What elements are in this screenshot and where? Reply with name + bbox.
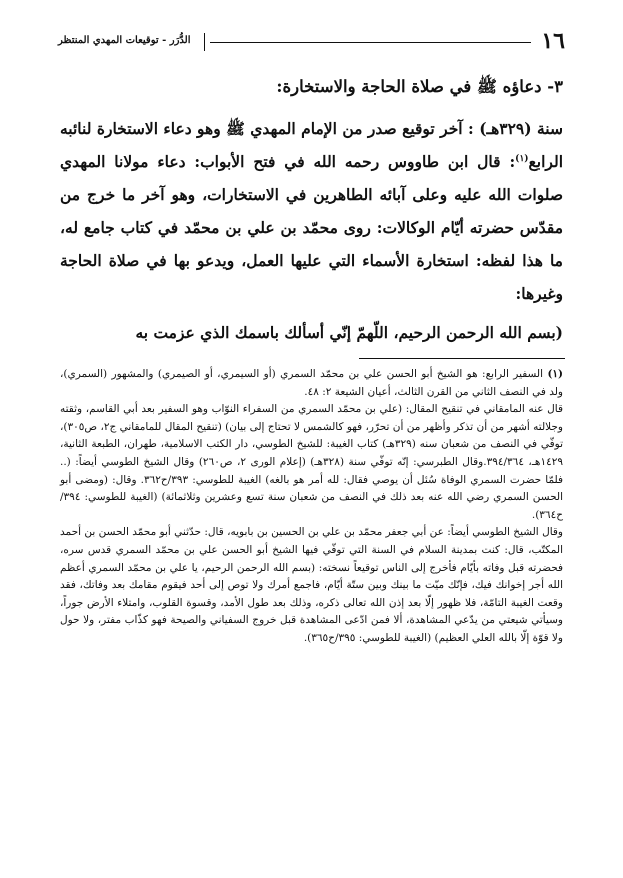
section-heading: ٣- دعاؤه ﷺ في صلاة الحاجة والاستخارة: — [276, 77, 563, 96]
footnote-separator — [359, 358, 565, 359]
main-text — [60, 72, 563, 349]
paragraph-text-cont: : قال ابن طاووس رحمه الله في فتح الأبواب: دعاء مولانا المهدي صلوات الله عليه وعلى آبائه الطاهرين في الاستخارات، وهو آخر ما خرج من مقدّس حضرته أيّام الوكالات: روى محمّد بن علي بن محمّد في كتاب جامع له، ما هذا لفظه: استخارة الأسماء التي عليها العمل، ويدعو بها في صلاة الحاجة وغيرها: — [60, 152, 563, 303]
footnote-marker[interactable]: (١) — [515, 153, 529, 164]
body-paragraph — [60, 112, 563, 310]
header-separator — [204, 33, 205, 51]
header-rule — [210, 42, 531, 43]
paragraph-text: سنة (٣٢٩هـ) : آخر توقيع صدر من الإمام المهدي ﷺ وهو دعاء الاستخارة لنائبه الرابع — [60, 119, 563, 171]
footnote-continuation: وقال الشيخ الطوسي أيضاً: عن أبي جعفر محمّد بن علي بن الحسين بن بابويه، قال: حدّثني أبو محمّد الحسن بن أحمد المكتّب، قال: كنت بمدينة السلام في السنة التي توفّي فيها الشيخ أبو الحسن علي بن محمّد السمري قدس سره، فحضرته قبل وفاته بأيّام فأخرج إلى الناس توقيعاً نسخته: (بسم الله الرحمن الرحيم، يا علي بن محمّد السمري أعظم الله أجر إخوانك فيك، فإنّك ميّت ما بينك وبين ستّة أيّام، فاجمع أمرك ولا توص إلى أحد فيقوم مقامك بعد وفاتك، فقد وقعت الغيبة التامّة، فلا ظهور إلّا بعد إذن الله تعالى ذكره، وذلك بعد طول الأمد، وقسوة القلوب، وامتلاء الأرض جوراً، وسيأتي شيعتي من يدّعي المشاهدة، ألا فمن ادّعى المشاهدة قبل خروج السفياني والصيحة فهو كذّاب مفتر، ولا حول ولا قوّة إلّا بالله العلي العظيم) (الغيبة للطوسي: ٣٩٥/ح٣٦٥). — [60, 526, 563, 644]
running-title: الدُّرَر - توقيعات المهدي المنتظر — [58, 35, 191, 46]
footnote-continuation: قال عنه المامقاني في تنقيح المقال: (علي بن محمّد السمري من السفراء النوّاب وهو السفير بعد أبي القاسم، وثقته وجلالته أشهر من أن تذكر وأظهر من أن تحرّر، فهو كالشمس لا تحتاج إلى بيان) (تنقيح المقال للمامقاني ج٢، ص٣٠٥)، توفّي في النصف من شعبان سنه (٣٢٩هـ) كتاب الغيبة: للشيخ الطوسي، دار الكتب الاسلامية، طهران، الطبعة الثانية، ١٤٢٩هـ، ٣٩٤/٣٦٤.وقال الطبرسي: إنّه توفّي سنة (٣٢٨هـ) (إعلام الورى ٢، ص٢٦٠) وقال الشيخ الطوسي أيضاً: (.. فلمّا حضرت السمري الوفاة سُئل أن يوصي فقال: لله أمر هو بالغه) الغيبة للطوسي: ٣٩٣/ح٣٦٢. وقال: (ومضى أبو الحسن السمري رضي الله عنه بعد ذلك في النصف من شعبان سنة تسع وعشرين وثلاثمائة) (الغيبة للطوسي: ٣٩٤/ح٣٦٤). — [60, 403, 564, 521]
footnote — [60, 366, 563, 401]
footnotes — [60, 366, 563, 648]
page-header — [58, 28, 565, 54]
footnote-number: (١) — [547, 368, 564, 380]
prayer-quote: (بسم الله الرحمن الرحيم، اللّهمّ إنّي أسألك باسمك الذي عزمت به — [135, 323, 563, 342]
footnote-text: السفير الرابع: هو الشيخ أبو الحسن علي بن محمّد السمري (أو السيمري، أو الصيمري) والمشهور (السمري)، ولد في النصف الثاني من القرن الثالث، أعيان الشيعة ٢: ٤٨. — [60, 368, 563, 398]
page-number: ١٦ — [541, 28, 565, 54]
